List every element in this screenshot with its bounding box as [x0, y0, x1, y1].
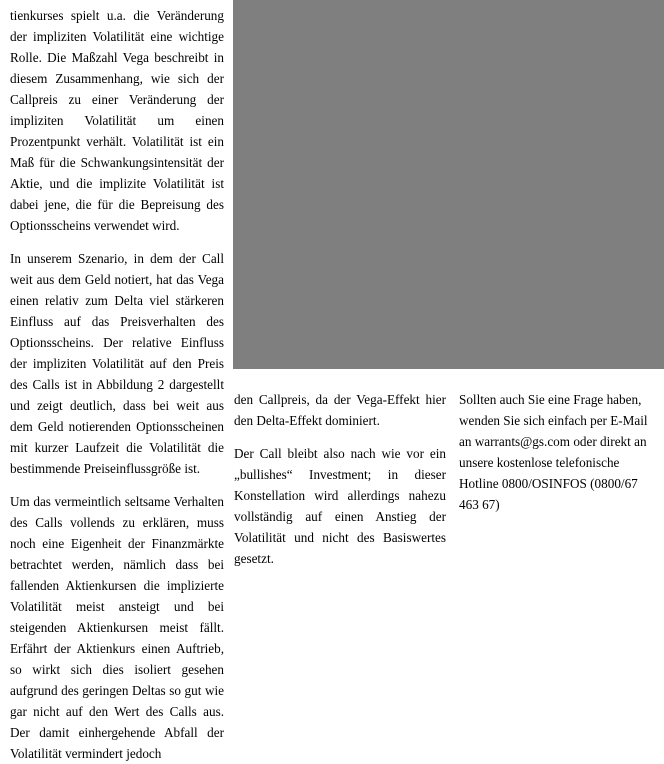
paragraph-kontakt-hotline: Sollten auch Sie eine Frage haben, wenden Sie sich einfach per E-Mail an warrants@gs.com oder direkt an unsere kostenlose telefonische Hotline 0800/OSINFOS (0800/67 463 67) [459, 392, 648, 512]
paragraph-callpreis-vega-effekt: den Callpreis, da der Vega-Effekt hier den Delta-Effekt dominiert. [234, 392, 446, 428]
abbildung-2-figure-placeholder [233, 0, 664, 369]
text-column-right [459, 389, 659, 515]
text-column-left [10, 5, 224, 764]
text-column-middle [234, 389, 446, 569]
paragraph-bullishes-investment: Der Call bleibt also nach wie vor ein „bullishes“ Investment; in dieser Konstellation wird allerdings nahezu vollständig auf einen Anstieg der Volatilität und nicht des Basiswertes gesetzt. [234, 446, 446, 566]
paragraph-vega-definition: tienkurses spielt u.a. die Veränderung der impliziten Volatilität eine wichtige Rolle. Die Maßzahl Vega beschreibt in diesem Zusammenhang, wie sich der Callpreis zu einer Veränderung der impliziten Volatilität um einen Prozentpunkt verhält. Volatilität ist ein Maß für die Schwankungsintensität der Aktie, und die implizite Volatilität ist dabei jene, die für die Bepreisung des Optionsscheins verwendet wird. [10, 8, 224, 233]
paragraph-finanzmaerkte-eigenheit: Um das vermeintlich seltsame Verhalten des Calls vollends zu erklären, muss noch eine Eigenheit der Finanzmärkte betrachtet werden, nämlich dass bei fallenden Aktienkursen die implizierte Volatilität meist ansteigt und bei steigenden Aktienkursen meist fällt. Erfährt der Aktienkurs einen Auftrieb, so wirkt sich dies isoliert gesehen aufgrund des geringen Deltas so gut wie gar nicht auf den Wert des Calls aus. Der damit einhergehende Abfall der Volatilität vermindert jedoch [10, 494, 224, 761]
paragraph-szenario-vega-einfluss: In unserem Szenario, in dem der Call weit aus dem Geld notiert, hat das Vega einen relativ zum Delta viel stärkeren Einfluss auf das Preisverhalten des Optionsscheins. Der relative Einfluss der impliziten Volatilität auf den Preis des Calls ist in Abbildung 2 dargestellt und zeigt deutlich, dass bei weit aus dem Geld notierenden Optionsscheinen mit kurzer Laufzeit die Volatilität die bestimmende Preiseinflussgröße ist. [10, 251, 224, 476]
